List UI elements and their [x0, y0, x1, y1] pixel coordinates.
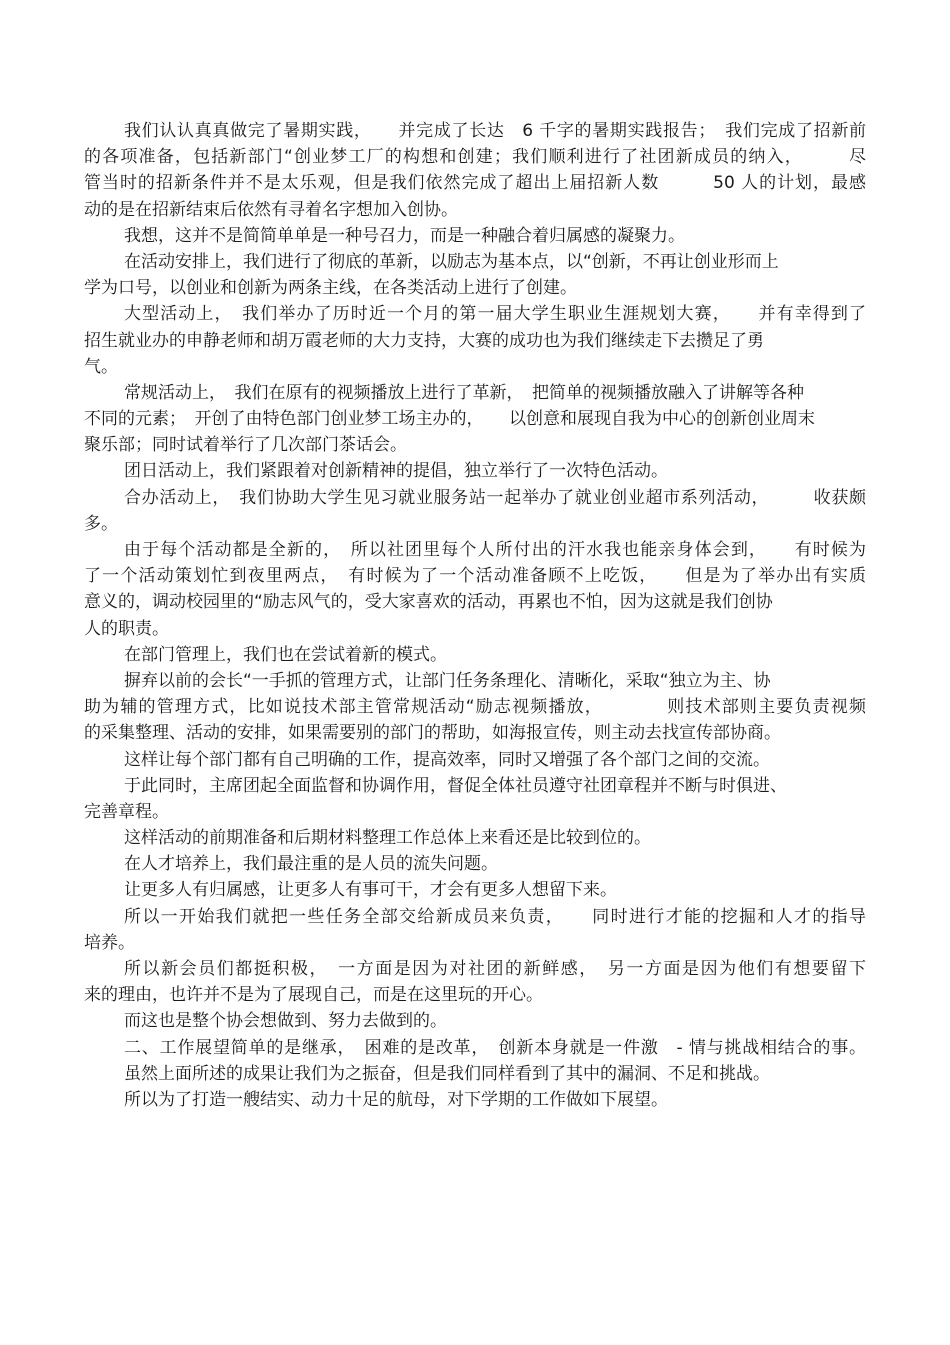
text-line: 在部门管理上，我们也在尝试着新的模式。 — [124, 644, 447, 665]
text-line: 多。 — [84, 513, 118, 534]
text-line: 在活动安排上，我们进行了彻底的革新，以励志为基本点，以“创新，不再让创业形而上 — [124, 251, 779, 272]
text-line: 所以新会员们都挺积极， 一方面是因为对社团的新鲜感， 另一方面是因为他们有想要留下 — [124, 959, 866, 979]
text-line: 合办活动上， 我们协助大学生见习就业服务站一起举办了就业创业超市系列活动， 收获颇 — [124, 487, 866, 508]
text-line: 让更多人有归属感，让更多人有事可干，才会有更多人想留下来。 — [124, 880, 617, 901]
text-line: 的采集整理、活动的安排，如果需要别的部门的帮助，如海报宣传，则主动去找宣传部协商。 — [84, 723, 781, 744]
text-line: 培养。 — [84, 932, 135, 953]
text-line: 团日活动上，我们紧跟着对创新精神的提倡，独立举行了一次特色活动。 — [124, 461, 668, 482]
text-line: 意义的，调动校园里的“励志风气的，受大家喜欢的活动，再累也不怕，因为这就是我们创协 — [84, 592, 773, 613]
text-line: 所以为了打造一艘结实、动力十足的航母，对下学期的工作做如下展望。 — [124, 1089, 668, 1110]
text-line: 由于每个活动都是全新的， 所以社团里每个人所付出的汗水我也能亲身体会到， 有时候为 — [124, 540, 866, 560]
text-line: 在人才培养上，我们最注重的是人员的流失问题。 — [124, 854, 498, 875]
text-line: 动的是在招新结束后依然有寻着名字想加入创协。 — [84, 199, 458, 220]
text-line: 所以一开始我们就把一些任务全部交给新成员来负责， 同时进行才能的挖掘和人才的指导 — [124, 906, 866, 927]
text-line: 不同的元素； 开创了由特色部门创业梦工场主办的， 以创意和展现自我为中心的创新创业周末 — [84, 409, 815, 430]
text-line: 助为辅的管理方式，比如说技术部主管常规活动“励志视频播放， 则技术部则主要负责视频 — [84, 697, 866, 718]
text-line: 我们认认真真做完了暑期实践， 并完成了长达 6 千字的暑期实践报告； 我们完成了招新前 — [124, 121, 866, 141]
text-line: 完善章程。 — [84, 801, 169, 822]
text-line: 虽然上面所述的成果让我们为之振奋，但是我们同样看到了其中的漏洞、不足和挑战。 — [124, 1063, 770, 1084]
text-line: 于此同时，主席团起全面监督和协调作用，督促全体社员遵守社团章程并不断与时俱进、 — [124, 775, 787, 796]
document-body — [84, 118, 866, 1113]
text-line: 常规活动上， 我们在原有的视频播放上进行了革新， 把简单的视频播放融入了讲解等各种 — [124, 382, 804, 403]
text-line: 人的职责。 — [84, 618, 169, 639]
text-line: 聚乐部；同时试着举行了几次部门茶话会。 — [84, 435, 407, 456]
text-line: 学为口号，以创业和创新为两条主线，在各类活动上进行了创建。 — [84, 278, 577, 299]
text-line: 招生就业办的申静老师和胡万霞老师的大力支持，大赛的成功也为我们继续走下去攒足了勇 — [84, 330, 764, 351]
text-line: 了一个活动策划忙到夜里两点， 有时候为了一个活动准备顾不上吃饭， 但是为了举办出有实质 — [84, 566, 866, 587]
text-line: 气。 — [84, 356, 118, 377]
text-line: 来的理由，也许并不是为了展现自己，而是在这里玩的开心。 — [84, 985, 543, 1006]
text-line: 管当时的招新条件并不是太乐观，但是我们依然完成了超出上届招新人数 50 人的计划，最感 — [84, 173, 866, 194]
text-line: 我想，这并不是简简单单是一种号召力，而是一种融合着归属感的凝聚力。 — [124, 225, 685, 246]
text-line: 的各项准备，包括新部门“创业梦工厂的构想和创建；我们顺利进行了社团新成员的纳入， 尽 — [84, 147, 866, 168]
text-line: 这样让每个部门都有自己明确的工作，提高效率，同时又增强了各个部门之间的交流。 — [124, 749, 770, 770]
text-line: 摒弃以前的会长“一手抓的管理方式，让部门任务条理化、清晰化，采取“独立为主、协 — [124, 670, 771, 691]
text-line: 大型活动上， 我们举办了历时近一个月的第一届大学生职业生涯规划大赛， 并有幸得到了 — [124, 304, 866, 325]
text-line: 而这也是整个协会想做到、努力去做到的。 — [124, 1011, 447, 1032]
text-line: 二、工作展望简单的是继承， 困难的是改革， 创新本身就是一件激 - 情与挑战相结合的事。 — [124, 1037, 866, 1058]
text-line: 这样活动的前期准备和后期材料整理工作总体上来看还是比较到位的。 — [124, 828, 651, 849]
